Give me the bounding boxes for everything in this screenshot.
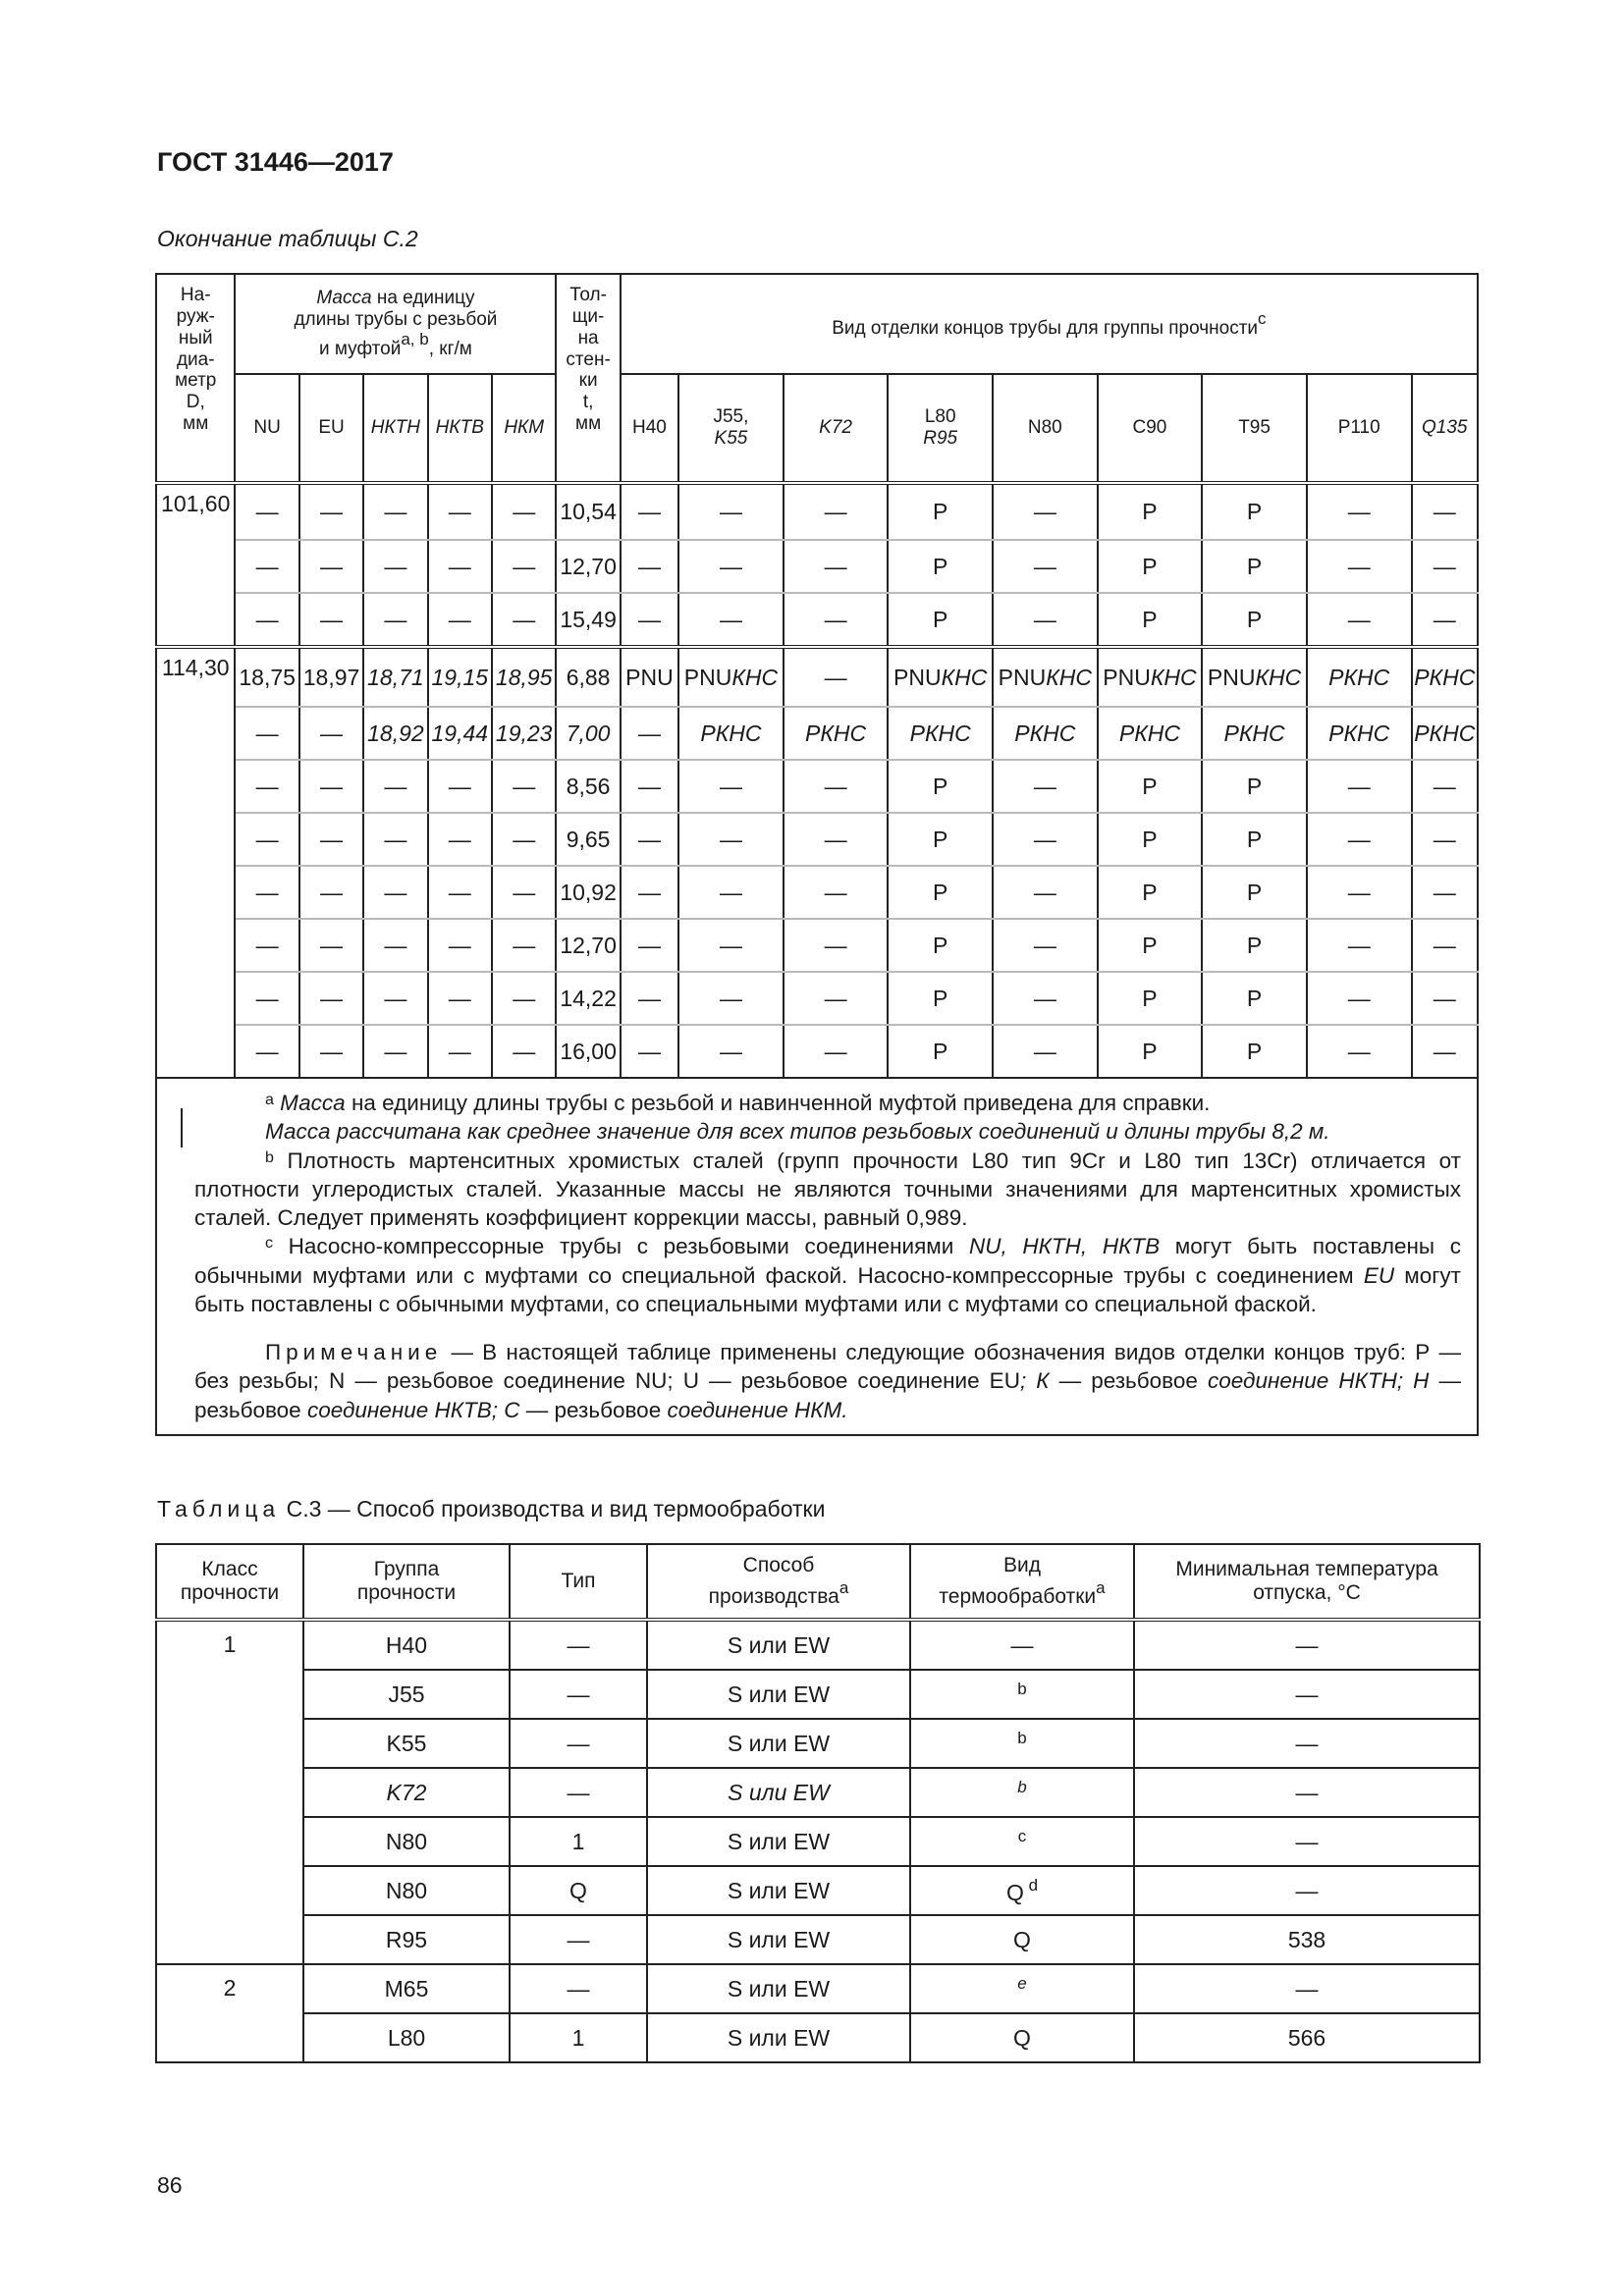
mass-cell: — xyxy=(299,540,363,593)
table-row xyxy=(156,707,1478,760)
finish-cell: — xyxy=(1412,919,1479,972)
finish-cell: PNUКНС xyxy=(888,647,993,707)
heat-treatment-cell: Q xyxy=(910,2013,1134,2062)
type-cell: — xyxy=(510,1964,647,2013)
table3-col-header: Способ производства$^a$ xyxy=(647,1544,910,1620)
finish-cell: — xyxy=(1307,972,1412,1025)
mass-col-header: НКМ xyxy=(492,374,556,483)
finish-cell: P xyxy=(1098,483,1203,540)
table3-col-header: Класс прочности xyxy=(156,1544,303,1620)
table2-caption: Окончание таблицы С.2 xyxy=(157,226,418,251)
mass-cell: — xyxy=(363,1025,427,1078)
finish-cell: P xyxy=(888,593,993,647)
finish-cell: — xyxy=(1307,866,1412,919)
finish-cell: P xyxy=(1202,813,1307,866)
finish-cell: P xyxy=(1098,813,1203,866)
finish-group-header: Вид отделки концов трубы для группы прочностиc xyxy=(621,274,1478,374)
mass-cell: — xyxy=(299,866,363,919)
finish-cell: P xyxy=(1098,1025,1203,1078)
mass-group-header: Масса на единицу длины трубы с резьбой и муфтойa, b, кг/м xyxy=(235,274,556,374)
finish-cell: — xyxy=(1307,1025,1412,1078)
mass-cell: — xyxy=(235,593,298,647)
min-temperature-cell: — xyxy=(1134,1768,1480,1817)
finish-cell: — xyxy=(1307,540,1412,593)
diameter-cell: 114,30 xyxy=(156,647,235,1078)
grade-col-header: H40 xyxy=(621,374,678,483)
finish-cell: — xyxy=(784,540,889,593)
finish-cell: — xyxy=(993,593,1098,647)
table-row xyxy=(156,483,1478,540)
method-cell: S или EW xyxy=(647,2013,910,2062)
finish-cell: — xyxy=(678,483,784,540)
finish-cell: P xyxy=(1098,593,1203,647)
finish-cell: P xyxy=(888,866,993,919)
table-row xyxy=(156,1719,1480,1768)
strength-group-cell: R95 xyxy=(303,1915,510,1964)
finish-cell: — xyxy=(678,1025,784,1078)
heat-treatment-cell: — xyxy=(910,1620,1134,1670)
mass-cell: — xyxy=(299,1025,363,1078)
method-cell: S или EW xyxy=(647,1866,910,1915)
diameter-header: На- руж- ный диа- метр D, мм xyxy=(156,274,235,483)
type-cell: — xyxy=(510,1719,647,1768)
mass-cell: — xyxy=(363,813,427,866)
finish-cell: — xyxy=(678,919,784,972)
mass-cell: — xyxy=(428,1025,492,1078)
finish-cell: — xyxy=(784,972,889,1025)
finish-cell: — xyxy=(621,540,678,593)
finish-cell: P xyxy=(1202,866,1307,919)
table3-col-header: Вид термообработки$^a$ xyxy=(910,1544,1134,1620)
method-cell: S или EW xyxy=(647,1964,910,2013)
grade-col-header: C90 xyxy=(1098,374,1203,483)
finish-cell: P xyxy=(1202,483,1307,540)
mass-cell: — xyxy=(235,972,298,1025)
finish-cell: — xyxy=(621,593,678,647)
wall-cell: 8,56 xyxy=(556,760,620,813)
finish-cell: — xyxy=(784,647,889,707)
finish-cell: РКНС xyxy=(1098,707,1203,760)
finish-cell: РКНС xyxy=(1412,707,1479,760)
wall-cell: 16,00 xyxy=(556,1025,620,1078)
mass-cell: — xyxy=(235,540,298,593)
finish-cell: P xyxy=(1202,760,1307,813)
mass-cell: 18,95 xyxy=(492,647,556,707)
type-cell: 1 xyxy=(510,2013,647,2062)
finish-cell: РКНС xyxy=(993,707,1098,760)
finish-cell: — xyxy=(1307,593,1412,647)
mass-cell: — xyxy=(492,540,556,593)
wall-cell: 14,22 xyxy=(556,972,620,1025)
min-temperature-cell: — xyxy=(1134,1620,1480,1670)
mass-cell: — xyxy=(363,972,427,1025)
type-cell: 1 xyxy=(510,1817,647,1866)
strength-group-cell: M65 xyxy=(303,1964,510,2013)
finish-cell: — xyxy=(993,919,1098,972)
table-row xyxy=(156,1620,1480,1670)
mass-cell: — xyxy=(299,813,363,866)
heat-treatment-cell: e xyxy=(910,1964,1134,2013)
heat-treatment-cell: b xyxy=(910,1670,1134,1719)
mass-cell: 18,75 xyxy=(235,647,298,707)
mass-col-header: NU xyxy=(235,374,298,483)
method-cell: S или EW xyxy=(647,1620,910,1670)
strength-class-cell: 1 xyxy=(156,1620,303,1964)
finish-cell: P xyxy=(1098,919,1203,972)
mass-cell: — xyxy=(299,593,363,647)
finish-cell: P xyxy=(1098,760,1203,813)
finish-cell: — xyxy=(621,483,678,540)
table-c2 xyxy=(155,273,1479,1436)
mass-cell: — xyxy=(235,707,298,760)
method-cell: S или EW xyxy=(647,1768,910,1817)
finish-cell: — xyxy=(621,972,678,1025)
finish-cell: — xyxy=(678,813,784,866)
footnote-b: Плотность мартенситных хромистых сталей (групп прочности L80 тип 9Cr и L80 тип 13Cr) отличается от плотности углеродистых сталей. Указанные массы не являются точными значениями для мартенситных хромистых сталей. Следует применять коэффициент коррекции массы, равный 0,989. xyxy=(194,1148,1461,1230)
diameter-cell: 101,60 xyxy=(156,483,235,647)
footnote-c: Насосно-компрессорные трубы с резьбовыми соединениями NU, НКТН, НКТВ могут быть поставлены с обычными муфтами или с муфтами со специальной фаской. Насосно-компрессорные трубы с соединением EU могут быть поставлены с обычными муфтами, со специальными муфтами или с муфтами со специальной фаской. xyxy=(194,1234,1462,1316)
finish-cell: PNUКНС xyxy=(1202,647,1307,707)
finish-cell: РКНС xyxy=(1202,707,1307,760)
mass-cell: — xyxy=(492,813,556,866)
mass-cell: — xyxy=(299,760,363,813)
finish-cell: — xyxy=(1412,1025,1479,1078)
footnote-a: Масса на единицу длины трубы с резьбой и навинченной муфтой приведена для справки. xyxy=(280,1091,1211,1115)
strength-group-cell: K72 xyxy=(303,1768,510,1817)
heat-treatment-cell: b xyxy=(910,1719,1134,1768)
heat-treatment-cell: b xyxy=(910,1768,1134,1817)
finish-cell: — xyxy=(678,866,784,919)
finish-cell: — xyxy=(784,483,889,540)
wall-cell: 15,49 xyxy=(556,593,620,647)
finish-cell: — xyxy=(784,813,889,866)
strength-class-cell: 2 xyxy=(156,1964,303,2062)
table3-caption: Таблица С.3 — Способ производства и вид термообработки xyxy=(157,1496,826,1522)
table-row xyxy=(156,593,1478,647)
finish-cell: РКНС xyxy=(1412,647,1479,707)
min-temperature-cell: — xyxy=(1134,1719,1480,1768)
finish-cell: — xyxy=(993,866,1098,919)
method-cell: S или EW xyxy=(647,1915,910,1964)
grade-col-header: T95 xyxy=(1202,374,1307,483)
mass-cell: — xyxy=(428,866,492,919)
mass-cell: — xyxy=(428,919,492,972)
mass-cell: — xyxy=(363,593,427,647)
mass-cell: 19,44 xyxy=(428,707,492,760)
mass-cell: — xyxy=(363,760,427,813)
strength-group-cell: J55 xyxy=(303,1670,510,1719)
strength-group-cell: L80 xyxy=(303,2013,510,2062)
finish-cell: P xyxy=(888,919,993,972)
finish-cell: P xyxy=(1098,972,1203,1025)
finish-cell: P xyxy=(1098,540,1203,593)
finish-cell: — xyxy=(621,1025,678,1078)
grade-col-header: K72 xyxy=(784,374,889,483)
finish-cell: — xyxy=(1412,483,1479,540)
footnote-a2: Масса рассчитана как среднее значение для всех типов резьбовых соединений и длины трубы 8,2 м. xyxy=(265,1119,1330,1145)
mass-cell: — xyxy=(299,707,363,760)
finish-cell: — xyxy=(621,760,678,813)
type-cell: — xyxy=(510,1620,647,1670)
strength-group-cell: K55 xyxy=(303,1719,510,1768)
finish-cell: — xyxy=(621,919,678,972)
finish-cell: РКНС xyxy=(678,707,784,760)
type-cell: — xyxy=(510,1768,647,1817)
finish-cell: — xyxy=(993,483,1098,540)
note-text: — В настоящей таблице применены следующие обозначения видов отделки концов труб: Р — без резьбы; N — резьбовое соединение NU; U — резьбовое соединение EU; К — резьбовое соединение НКТН; Н — резьбовое соединение НКТВ; С — резьбовое соединение НКМ. xyxy=(194,1340,1461,1422)
min-temperature-cell: 566 xyxy=(1134,2013,1480,2062)
table-row xyxy=(156,866,1478,919)
finish-cell: — xyxy=(1307,483,1412,540)
finish-cell: РКНС xyxy=(1307,647,1412,707)
mass-cell: — xyxy=(363,919,427,972)
mass-cell: — xyxy=(428,540,492,593)
finish-cell: — xyxy=(621,866,678,919)
type-cell: — xyxy=(510,1670,647,1719)
min-temperature-cell: — xyxy=(1134,1964,1480,2013)
table-row xyxy=(156,1670,1480,1719)
table-c3 xyxy=(155,1543,1481,2063)
strength-group-cell: N80 xyxy=(303,1866,510,1915)
finish-cell: — xyxy=(784,1025,889,1078)
finish-cell: PNU xyxy=(621,647,678,707)
finish-cell: — xyxy=(1307,813,1412,866)
finish-cell: P xyxy=(1202,1025,1307,1078)
mass-cell: — xyxy=(363,483,427,540)
grade-col-header: N80 xyxy=(993,374,1098,483)
finish-cell: P xyxy=(1202,972,1307,1025)
mass-cell: — xyxy=(492,1025,556,1078)
finish-cell: P xyxy=(1098,866,1203,919)
finish-cell: — xyxy=(993,972,1098,1025)
mass-cell: — xyxy=(363,540,427,593)
finish-cell: — xyxy=(784,866,889,919)
table-row xyxy=(156,919,1478,972)
page-number: 86 xyxy=(157,2172,183,2198)
finish-cell: РКНС xyxy=(784,707,889,760)
grade-col-header: P110 xyxy=(1307,374,1412,483)
finish-cell: — xyxy=(678,760,784,813)
table-row xyxy=(156,813,1478,866)
table3-col-header: Минимальная температура отпуска, °С xyxy=(1134,1544,1480,1620)
finish-cell: P xyxy=(888,760,993,813)
finish-cell: PNUКНС xyxy=(678,647,784,707)
min-temperature-cell: — xyxy=(1134,1817,1480,1866)
mass-col-header: НКТН xyxy=(363,374,427,483)
heat-treatment-cell: c xyxy=(910,1817,1134,1866)
finish-cell: P xyxy=(888,483,993,540)
finish-cell: — xyxy=(1412,866,1479,919)
table-row xyxy=(156,1964,1480,2013)
mass-cell: 18,97 xyxy=(299,647,363,707)
table-row xyxy=(156,1025,1478,1078)
mass-cell: — xyxy=(428,972,492,1025)
table-row xyxy=(156,2013,1480,2062)
finish-cell: P xyxy=(888,540,993,593)
finish-cell: — xyxy=(1307,760,1412,813)
mass-cell: — xyxy=(428,813,492,866)
mass-cell: 19,23 xyxy=(492,707,556,760)
mass-cell: — xyxy=(492,593,556,647)
mass-cell: — xyxy=(428,483,492,540)
finish-cell: — xyxy=(993,813,1098,866)
finish-cell: — xyxy=(993,540,1098,593)
mass-cell: — xyxy=(492,972,556,1025)
mass-cell: — xyxy=(492,483,556,540)
strength-group-cell: H40 xyxy=(303,1620,510,1670)
note-label: Примечание xyxy=(265,1340,443,1364)
heat-treatment-cell: Q xyxy=(910,1915,1134,1964)
wall-cell: 6,88 xyxy=(556,647,620,707)
table3-col-header: Группа прочности xyxy=(303,1544,510,1620)
mass-cell: — xyxy=(492,760,556,813)
min-temperature-cell: — xyxy=(1134,1670,1480,1719)
table-row xyxy=(156,1768,1480,1817)
finish-cell: PNUКНС xyxy=(993,647,1098,707)
finish-cell: — xyxy=(621,707,678,760)
type-cell: Q xyxy=(510,1866,647,1915)
finish-cell: P xyxy=(1202,540,1307,593)
mass-cell: 18,92 xyxy=(363,707,427,760)
finish-cell: — xyxy=(1412,760,1479,813)
method-cell: S или EW xyxy=(647,1817,910,1866)
min-temperature-cell: — xyxy=(1134,1866,1480,1915)
table-row xyxy=(156,1817,1480,1866)
grade-col-header: J55, K55 xyxy=(678,374,784,483)
mass-cell: 18,71 xyxy=(363,647,427,707)
table3-col-header: Тип xyxy=(510,1544,647,1620)
table-row xyxy=(156,1866,1480,1915)
finish-cell: РКНС xyxy=(888,707,993,760)
wall-header: Тол- щи- на стен- ки t, мм xyxy=(556,274,620,483)
method-cell: S или EW xyxy=(647,1670,910,1719)
finish-cell: — xyxy=(1412,813,1479,866)
mass-cell: — xyxy=(299,483,363,540)
finish-cell: P xyxy=(1202,919,1307,972)
finish-cell: P xyxy=(888,813,993,866)
finish-cell: — xyxy=(784,593,889,647)
mass-cell: 19,15 xyxy=(428,647,492,707)
mass-cell: — xyxy=(428,593,492,647)
type-cell: — xyxy=(510,1915,647,1964)
mass-cell: — xyxy=(235,919,298,972)
finish-cell: — xyxy=(678,972,784,1025)
table-row xyxy=(156,1915,1480,1964)
finish-cell: — xyxy=(1412,540,1479,593)
finish-cell: PNUКНС xyxy=(1098,647,1203,707)
grade-col-header: L80 R95 xyxy=(888,374,993,483)
wall-cell: 9,65 xyxy=(556,813,620,866)
method-cell: S или EW xyxy=(647,1719,910,1768)
table-row xyxy=(156,972,1478,1025)
mass-cell: — xyxy=(235,1025,298,1078)
finish-cell: — xyxy=(993,760,1098,813)
finish-cell: — xyxy=(678,593,784,647)
finish-cell: — xyxy=(784,760,889,813)
mass-cell: — xyxy=(299,919,363,972)
wall-cell: 12,70 xyxy=(556,919,620,972)
mass-col-header: НКТВ xyxy=(428,374,492,483)
mass-cell: — xyxy=(235,483,298,540)
mass-cell: — xyxy=(363,866,427,919)
finish-cell: P xyxy=(888,1025,993,1078)
finish-cell: — xyxy=(784,919,889,972)
finish-cell: — xyxy=(678,540,784,593)
page-header: ГОСТ 31446—2017 xyxy=(157,147,394,177)
mass-cell: — xyxy=(235,866,298,919)
wall-cell: 10,54 xyxy=(556,483,620,540)
heat-treatment-cell: Q $^d$ xyxy=(910,1866,1134,1915)
wall-cell: 12,70 xyxy=(556,540,620,593)
finish-cell: — xyxy=(1412,972,1479,1025)
finish-cell: — xyxy=(993,1025,1098,1078)
mass-cell: — xyxy=(428,760,492,813)
finish-cell: РКНС xyxy=(1307,707,1412,760)
mass-cell: — xyxy=(492,866,556,919)
wall-cell: 7,00 xyxy=(556,707,620,760)
finish-cell: P xyxy=(888,972,993,1025)
grade-col-header: Q135 xyxy=(1412,374,1479,483)
table-footnotes: $^a$ Масса на единицу длины трубы с резьбой и навинченной муфтой приведена для справки. Масса рассчитана как среднее значение для всех типов резьбовых соединений и длины трубы 8,2 м. $^b$ Плотность мартенситных хромистых сталей (групп прочности L80 тип 9Cr и L80 тип 13Cr) отличается от плотности углеродистых сталей. Указанные массы не являются точными значениями для мартенситных хромистых сталей. Следует применять коэффициент коррекции массы, равный 0,989. $^c$ Насосно-компрессорные трубы с резьбовыми соединениями NU, НКТН, НКТВ могут быть поставлены с обычными муфтами или с муфтами со специальной фаской. Насосно-компрессорные трубы с соединением EU могут быть поставлены с обычными муфтами, со специальными муфтами или с муфтами со специальной фаской. Примечание — В настоящей таблице применены следующие обозначения видов отделки концов труб: Р — без резьбы; N — резьбовое соединение NU; U — резьбовое соединение EU; К — резьбовое соединение НКТН; Н — резьбовое соединение НКТВ; С — резьбовое соединение НКМ. xyxy=(156,1078,1478,1435)
table-row xyxy=(156,647,1478,707)
finish-cell: — xyxy=(1412,593,1479,647)
mass-cell: — xyxy=(235,760,298,813)
finish-cell: — xyxy=(621,813,678,866)
finish-cell: — xyxy=(1307,919,1412,972)
mass-cell: — xyxy=(492,919,556,972)
table-row xyxy=(156,760,1478,813)
strength-group-cell: N80 xyxy=(303,1817,510,1866)
wall-cell: 10,92 xyxy=(556,866,620,919)
mass-cell: — xyxy=(299,972,363,1025)
finish-cell: P xyxy=(1202,593,1307,647)
min-temperature-cell: 538 xyxy=(1134,1915,1480,1964)
table-row xyxy=(156,540,1478,593)
mass-cell: — xyxy=(235,813,298,866)
mass-col-header: EU xyxy=(299,374,363,483)
